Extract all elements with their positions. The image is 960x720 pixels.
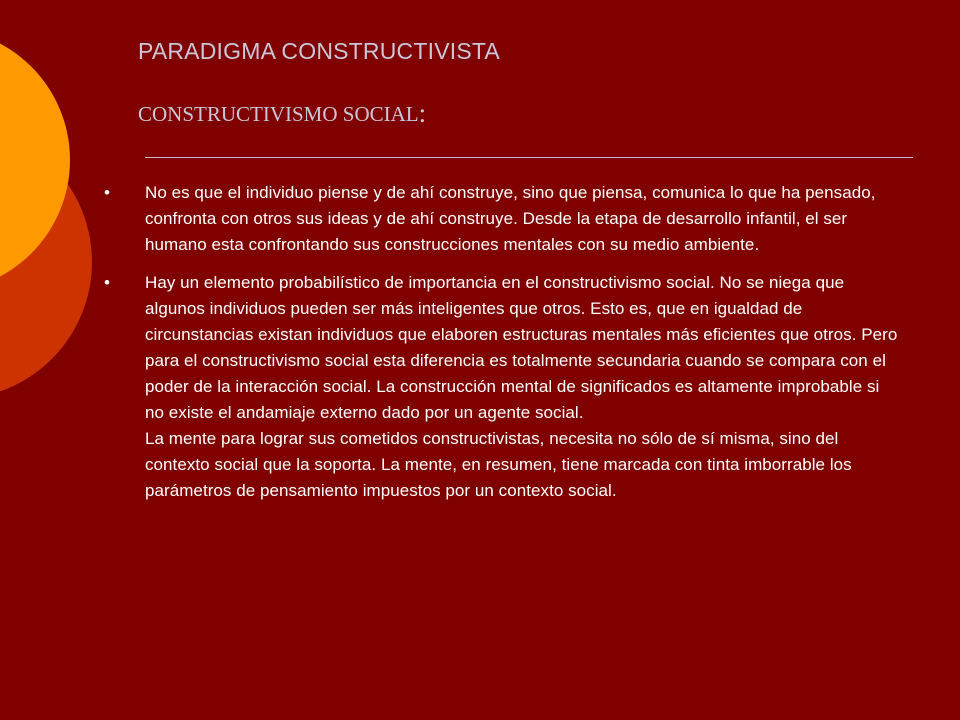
bullet-paragraph: Hay un elemento probabilístico de importancia en el constructivismo social. No se niega que algunos individuos pueden ser más inteligentes que otros. Esto es, que en igualdad de circunstancias existan individuos que elaboren estructuras mentales más eficientes que otros. Pero para el constructivismo social esta diferencia es totalmente secundaria cuando se compara con el poder de la interacción social. La construcción mental de significados es altamente improbable si no existe el andamiaje externo dado por un agente social. <box>145 273 898 422</box>
subtitle-colon: : <box>418 98 427 128</box>
bullet-paragraph: La mente para lograr sus cometidos constructivistas, necesita no sólo de sí misma, sino del contexto social que la soporta. La mente, en resumen, tiene marcada con tinta imborrable los parámetros de pensamiento impuestos por un contexto social. <box>145 429 852 500</box>
subtitle-text: CONSTRUCTIVISMO SOCIAL <box>138 102 419 126</box>
bullet-dot-icon: • <box>104 273 110 292</box>
bullet-dot-icon: • <box>104 183 110 202</box>
slide-subtitle <box>138 98 426 129</box>
bullet-item <box>100 180 900 258</box>
bullet-list <box>100 180 900 516</box>
bullet-paragraph: No es que el individuo piense y de ahí construye, sino que piensa, comunica lo que ha pensado, confronta con otros sus ideas y de ahí construye. Desde la etapa de desarrollo infantil, el ser humano esta confrontando sus construcciones mentales con su medio ambiente. <box>145 183 876 254</box>
bullet-body <box>145 270 900 504</box>
slide-title: PARADIGMA CONSTRUCTIVISTA <box>138 38 500 64</box>
bullet-item <box>100 270 900 504</box>
title-divider <box>145 157 913 158</box>
bullet-body <box>145 180 900 258</box>
